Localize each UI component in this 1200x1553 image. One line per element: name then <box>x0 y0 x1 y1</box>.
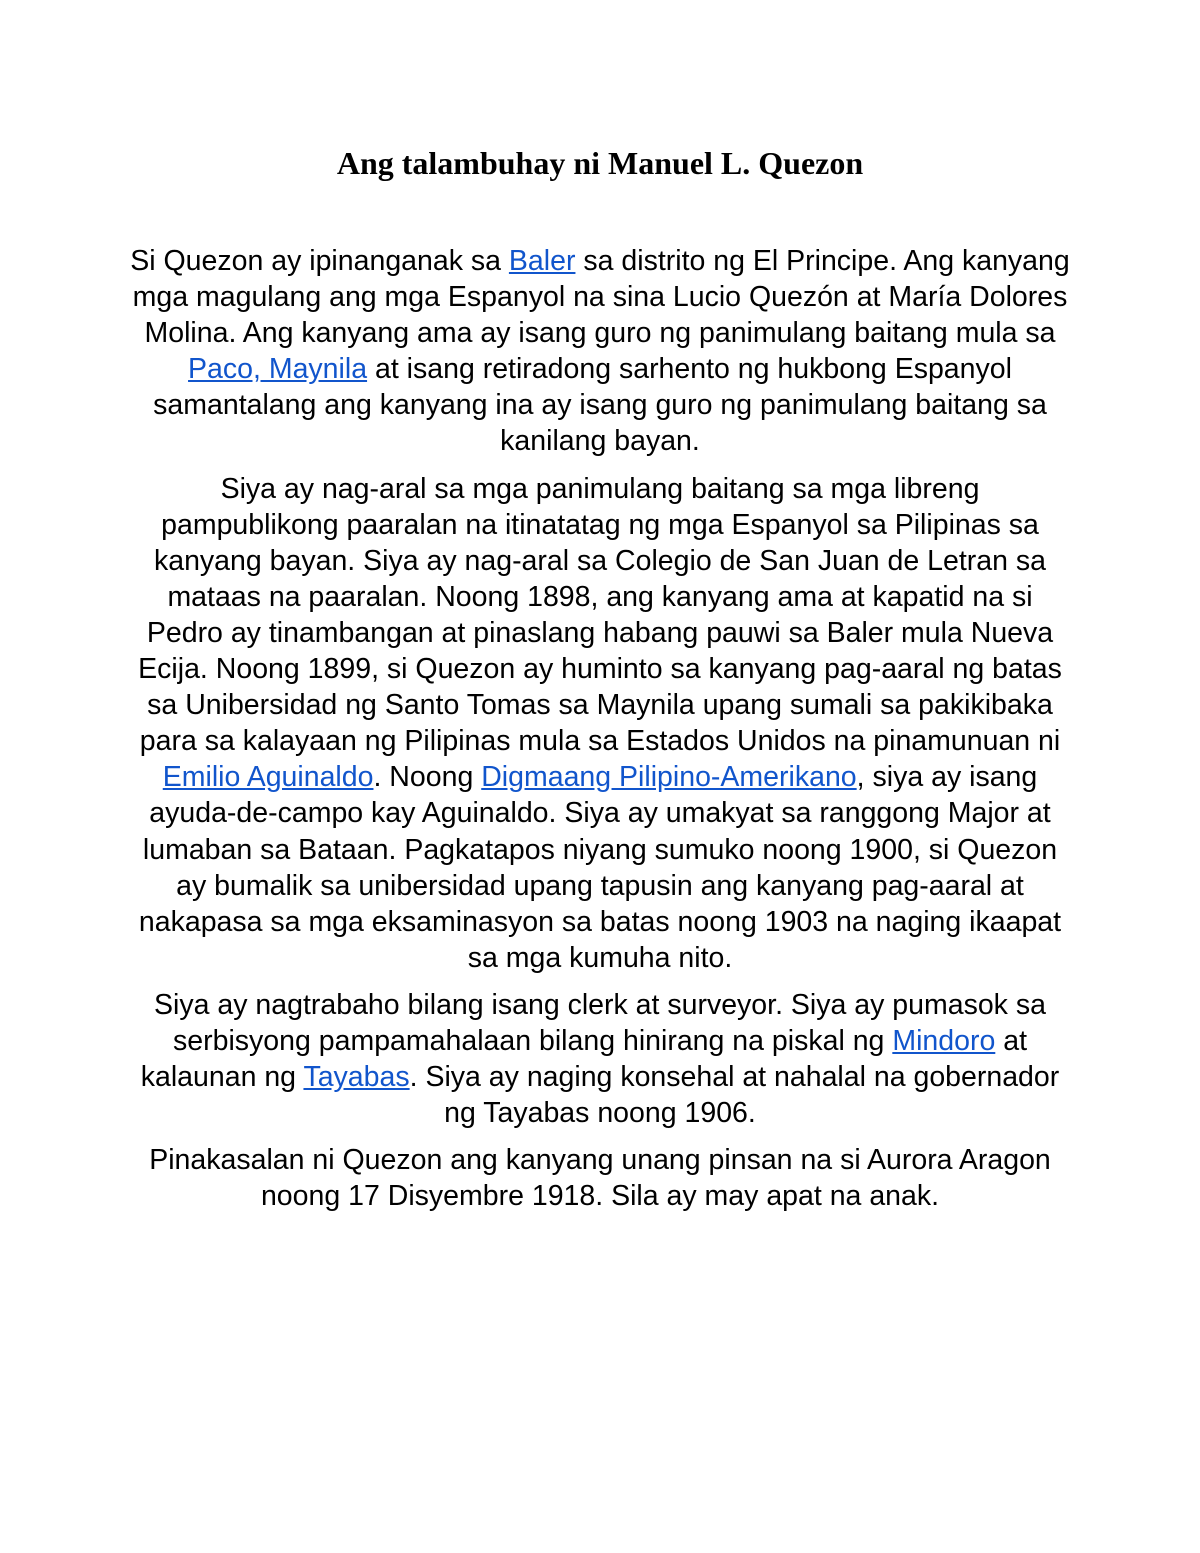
document-body <box>130 243 1070 1225</box>
title-name-part: Manuel L. Quezon <box>608 145 864 181</box>
document-title <box>0 142 1200 184</box>
paragraph-birth <box>130 243 1070 460</box>
paragraph-text: Pinakasalan ni Quezon ang kanyang unang pinsan na si Aurora Aragon noong 17 Disyembre 1918. Sila ay may apat na anak. <box>149 1144 1051 1213</box>
link-baler[interactable]: Baler <box>508 245 576 277</box>
link-mindoro[interactable]: Mindoro <box>892 1024 996 1057</box>
paragraph-text: at kalaunan ng <box>140 1024 1027 1094</box>
paragraph-marriage <box>130 1142 1070 1214</box>
link-emilio-aguinaldo[interactable]: Emilio Aguinaldo <box>162 761 374 794</box>
paragraph-text: Si Quezon ay ipinanganak sa <box>130 245 509 277</box>
paragraph-text: . Siya ay naging konsehal at nahalal na gobernador ng Tayabas noong 1906. <box>409 1061 1060 1130</box>
paragraph-text: at isang retiradong sarhento ng hukbong Espanyol samantalang ang kanyang ina ay isang guro ng panimulang baitang sa kanilang bayan. <box>153 353 1047 458</box>
paragraph-text: sa distrito ng El Principe. Ang kanyang mga magulang ang mga Espanyol na sina Lucio Quezón at María Dolores Molina. Ang kanyang ama ay isang guro ng panimulang baitang mula sa <box>132 245 1070 350</box>
paragraph-text: , siya ay isang ayuda-de-campo kay Aguinaldo. Siya ay umakyat sa ranggong Major at lumaban sa Bataan. Pagkatapos niyang sumuko noong 1900, si Quezon ay bumalik sa unibersidad upang tapusin ang kanyang pag-aaral at nakapasa sa mga eksaminasyon sa batas noong 1903 na naging ikaapat sa mga kumuha nito. <box>138 761 1062 974</box>
paragraph-text: Siya ay nag-aral sa mga panimulang baitang sa mga libreng pampublikong paaralan na itinatatag ng mga Espanyol sa Pilipinas sa kanyang bayan. Siya ay nag-aral sa Colegio de San Juan de Letran sa mataas na paaralan. Noong 1898, ang kanyang ama at kapatid na si Pedro ay tinambangan at pinaslang habang pauwi sa Baler mula Nueva Ecija. Noong 1899, si Quezon ay huminto sa kanyang pag-aaral ng batas sa Unibersidad ng Santo Tomas sa Maynila upang sumali sa pakikibaka para sa kalayaan ng Pilipinas mula sa Estados Unidos na pinamunuan ni <box>138 472 1062 758</box>
title-bold-part: Ang talambuhay ni <box>336 145 601 181</box>
paragraph-career <box>130 987 1070 1131</box>
paragraph-text: Siya ay nagtrabaho bilang isang clerk at surveyor. Siya ay pumasok sa serbisyong pampamahalaan bilang hinirang na piskal ng <box>154 988 1046 1057</box>
paragraph-text: . Noong <box>373 761 482 794</box>
paragraph-education <box>130 471 1070 976</box>
link-tayabas[interactable]: Tayabas <box>303 1061 410 1094</box>
link-paco-maynila[interactable]: Paco, Maynila <box>188 353 368 386</box>
link-digmaang-pilipino-amerikano[interactable]: Digmaang Pilipino-Amerikano <box>481 761 857 794</box>
